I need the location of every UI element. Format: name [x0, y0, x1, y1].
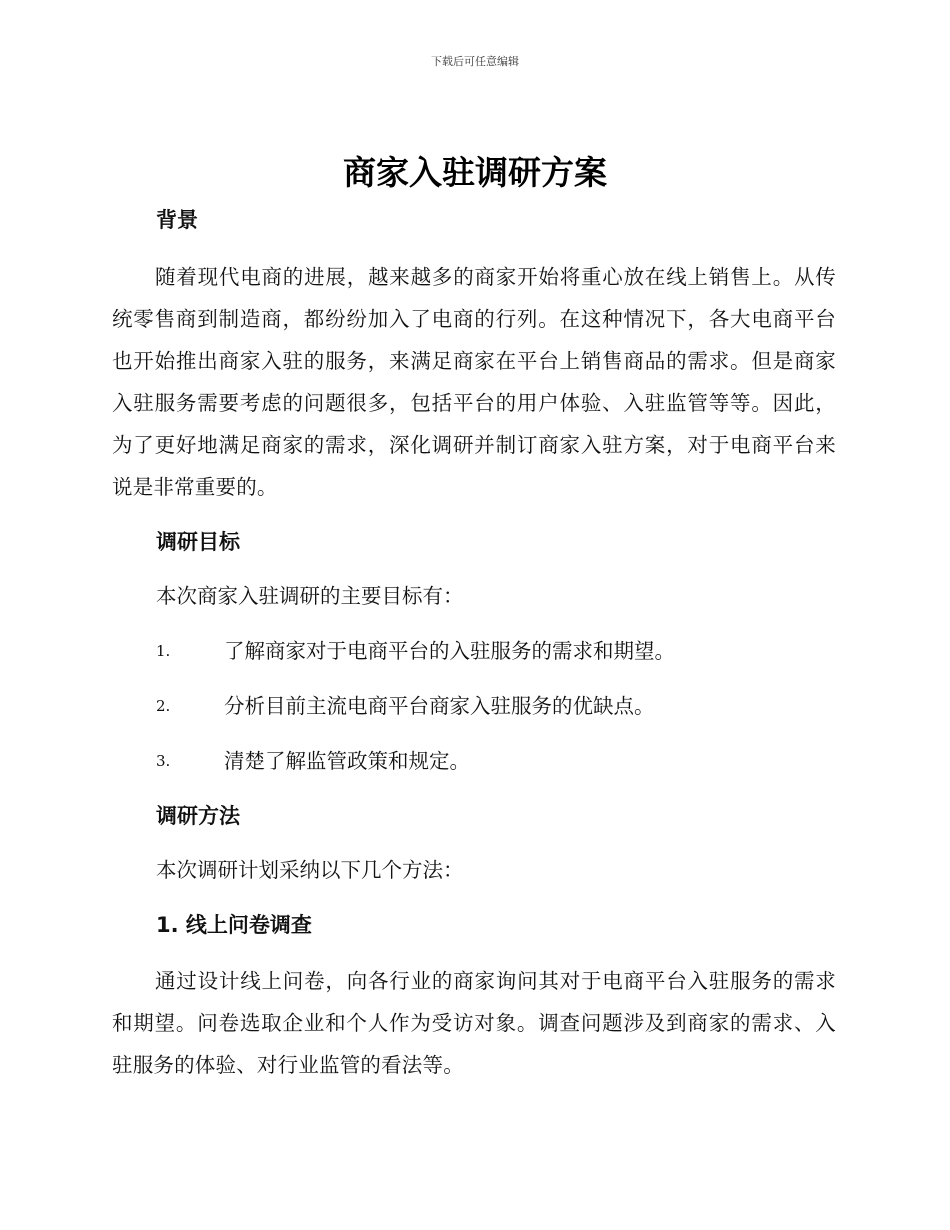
list-text: 了解商家对于电商平台的入驻服务的需求和期望。 — [224, 639, 675, 663]
goal-item-2 — [156, 692, 856, 720]
header-note: 下载后可任意编辑 — [431, 55, 519, 68]
heading-methods: 调研方法 — [156, 804, 240, 828]
list-number: 2. — [156, 697, 171, 715]
heading-background: 背景 — [156, 208, 198, 232]
goal-item-3 — [156, 747, 856, 775]
heading-goals: 调研目标 — [156, 530, 240, 554]
heading-online-survey: 1. 线上问卷调查 — [156, 913, 312, 937]
goal-item-1 — [156, 637, 856, 665]
goals-intro: 本次商家入驻调研的主要目标有： — [156, 584, 464, 608]
list-number: 3. — [156, 752, 171, 770]
list-number: 1. — [156, 642, 171, 660]
paragraph-online-survey: 通过设计线上问卷，向各行业的商家询问其对于电商平台入驻服务的需求和期望。问卷选取企业和个人作为受访对象。调查问题涉及到商家的需求、入驻服务的体验、对行业监管的看法等。 — [112, 969, 836, 1077]
document-title: 商家入驻调研方案 — [343, 153, 607, 192]
list-text: 清楚了解监管政策和规定。 — [224, 749, 470, 773]
list-text: 分析目前主流电商平台商家入驻服务的优缺点。 — [224, 694, 655, 718]
methods-intro: 本次调研计划采纳以下几个方法： — [156, 858, 464, 882]
paragraph-background: 随着现代电商的进展，越来越多的商家开始将重心放在线上销售上。从传统零售商到制造商，都纷纷加入了电商的行列。在这种情况下，各大电商平台也开始推出商家入驻的服务，来满足商家在平台上销售商品的需求。但是商家入驻服务需要考虑的问题很多，包括平台的用户体验、入驻监管等等。因此，为了更好地满足商家的需求，深化调研并制订商家入驻方案，对于电商平台来说是非常重要的。 — [112, 265, 836, 499]
